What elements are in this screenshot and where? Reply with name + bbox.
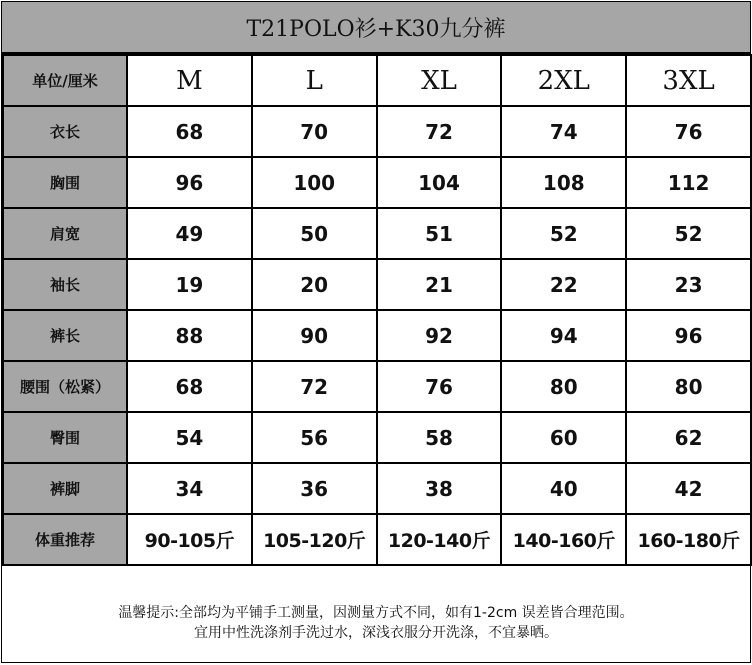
table-cell: 50 <box>252 208 377 259</box>
table-cell: 38 <box>377 463 502 514</box>
table-cell: 52 <box>626 208 751 259</box>
table-cell: 56 <box>252 412 377 463</box>
table-cell: 72 <box>377 106 502 157</box>
table-cell: 76 <box>626 106 751 157</box>
table-cell: 60 <box>501 412 626 463</box>
table-cell: 92 <box>377 310 502 361</box>
table-cell: 80 <box>501 361 626 412</box>
table-cell: 34 <box>127 463 252 514</box>
table-cell: 96 <box>626 310 751 361</box>
table-row <box>3 463 751 514</box>
table-row <box>3 259 751 310</box>
table-cell: 120-140斤 <box>377 514 502 565</box>
table-cell: 36 <box>252 463 377 514</box>
care-note <box>2 584 750 662</box>
table-row <box>3 157 751 208</box>
table-row <box>3 361 751 412</box>
table-row <box>3 106 751 157</box>
size-header-m: M <box>127 55 252 106</box>
table-cell: 140-160斤 <box>501 514 626 565</box>
table-cell: 68 <box>127 361 252 412</box>
table-cell: 40 <box>501 463 626 514</box>
table-row <box>3 208 751 259</box>
note-line-measurement: 温馨提示:全部均为平铺手工测量，因测量方式不同，如有1-2cm 误差皆合理范围。 <box>118 605 634 621</box>
row-label: 胸围 <box>3 157 127 208</box>
table-cell: 100 <box>252 157 377 208</box>
table-cell: 112 <box>626 157 751 208</box>
table-cell: 20 <box>252 259 377 310</box>
table-cell: 21 <box>377 259 502 310</box>
table-row <box>3 310 751 361</box>
table-cell: 19 <box>127 259 252 310</box>
table-cell: 22 <box>501 259 626 310</box>
table-cell: 51 <box>377 208 502 259</box>
note-line-washing: 宜用中性洗涤剂手洗过水，深浅衣服分开洗涤，不宜暴晒。 <box>194 625 558 641</box>
table-cell: 94 <box>501 310 626 361</box>
table-cell: 104 <box>377 157 502 208</box>
table-cell: 74 <box>501 106 626 157</box>
row-label: 腰围（松紧） <box>3 361 127 412</box>
table-cell: 90-105斤 <box>127 514 252 565</box>
chart-title: T21POLO衫+K30九分裤 <box>2 2 750 54</box>
unit-label: 单位/厘米 <box>3 55 127 106</box>
size-chart <box>1 1 751 663</box>
table-cell: 54 <box>127 412 252 463</box>
table-cell: 42 <box>626 463 751 514</box>
row-label: 裤长 <box>3 310 127 361</box>
table-cell: 88 <box>127 310 252 361</box>
table-cell: 105-120斤 <box>252 514 377 565</box>
size-header-xl: XL <box>377 55 502 106</box>
table-cell: 58 <box>377 412 502 463</box>
row-label: 袖长 <box>3 259 127 310</box>
row-label: 体重推荐 <box>3 514 127 565</box>
table-cell: 23 <box>626 259 751 310</box>
table-cell: 96 <box>127 157 252 208</box>
row-label: 裤脚 <box>3 463 127 514</box>
table-cell: 76 <box>377 361 502 412</box>
table-cell: 160-180斤 <box>626 514 751 565</box>
size-header-2xl: 2XL <box>501 55 626 106</box>
table-cell: 52 <box>501 208 626 259</box>
table-cell: 70 <box>252 106 377 157</box>
size-header-3xl: 3XL <box>626 55 751 106</box>
size-header-l: L <box>252 55 377 106</box>
row-label: 臀围 <box>3 412 127 463</box>
table-cell: 49 <box>127 208 252 259</box>
table-cell: 90 <box>252 310 377 361</box>
table-row <box>3 514 751 565</box>
row-label: 衣长 <box>3 106 127 157</box>
table-cell: 62 <box>626 412 751 463</box>
row-label: 肩宽 <box>3 208 127 259</box>
size-table <box>2 54 752 566</box>
table-cell: 72 <box>252 361 377 412</box>
table-cell: 68 <box>127 106 252 157</box>
table-row <box>3 412 751 463</box>
table-cell: 108 <box>501 157 626 208</box>
table-header-row <box>3 55 751 106</box>
table-cell: 80 <box>626 361 751 412</box>
